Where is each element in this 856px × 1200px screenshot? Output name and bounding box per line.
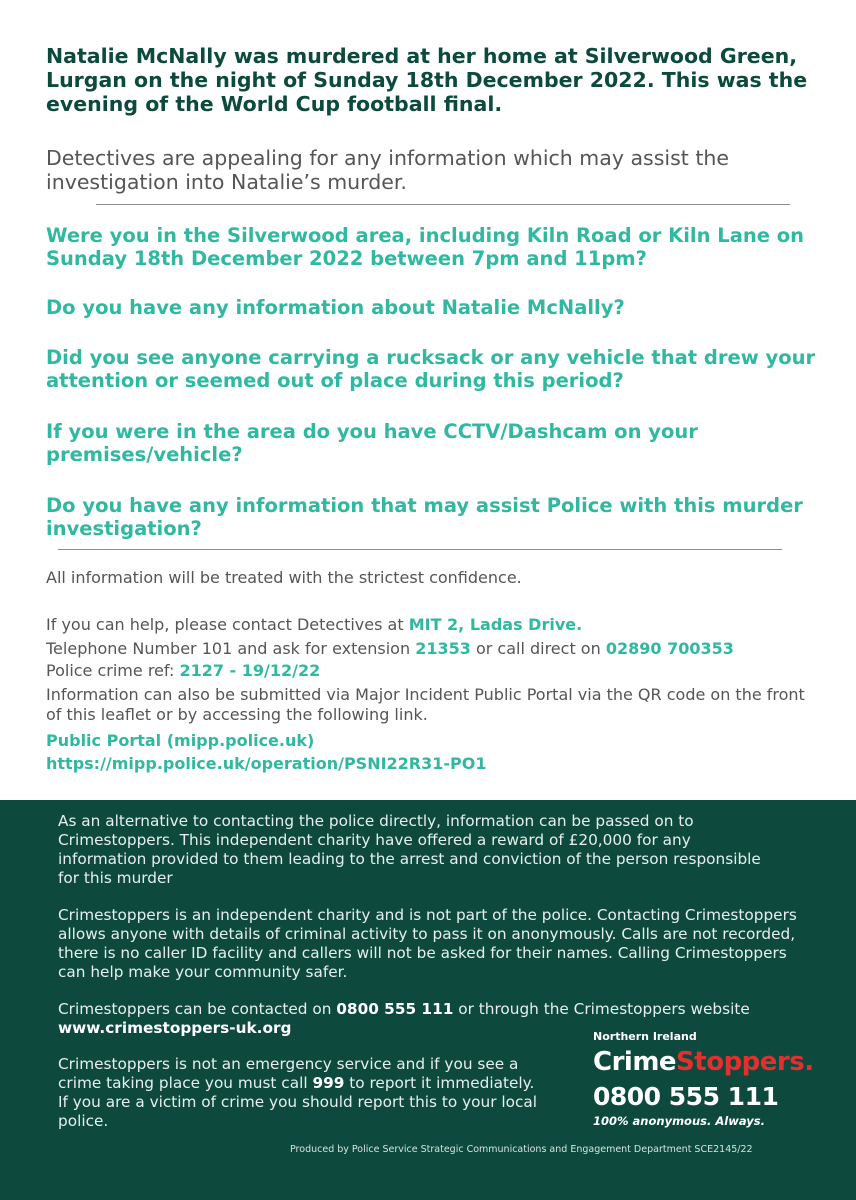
divider-middle	[58, 549, 782, 550]
contact-extension: 21353	[415, 639, 471, 658]
divider-top	[96, 204, 790, 205]
question-1: Were you in the Silverwood area, including Kiln Road or Kiln Lane on Sunday 18th December 2022 between 7pm and 11pm?	[46, 224, 805, 270]
question-2: Do you have any information about Natalie McNally?	[46, 296, 625, 319]
logo-name-crime: Crime	[593, 1047, 677, 1077]
logo-name-stoppers: Stoppers.	[676, 1047, 814, 1077]
crimestoppers-phone: 0800 555 111	[336, 1000, 454, 1018]
footer-credit: Produced by Police Service Strategic Communications and Engagement Department SCE2145/22	[290, 1144, 753, 1155]
crime-ref-label: Police crime ref:	[46, 661, 180, 680]
crimestoppers-para-4-suffix: to report it immediately. If you are a victim of crime you should report this to your local police.	[58, 1074, 538, 1130]
logo-phone: 0800 555 111	[593, 1082, 779, 1111]
logo-region: Northern Ireland	[593, 1030, 697, 1043]
crimestoppers-logo	[593, 1030, 833, 1128]
contact-line-1-text: If you can help, please contact Detectives at	[46, 615, 409, 634]
appeal-text: Detectives are appealing for any information which may assist the investigation into Natalie’s murder.	[46, 146, 729, 194]
question-4: If you were in the area do you have CCTV/Dashcam on your premises/vehicle?	[46, 420, 698, 466]
contact-line-3	[46, 661, 836, 681]
portal-label[interactable]: Public Portal (mipp.police.uk)	[46, 731, 315, 750]
emergency-number: 999	[312, 1074, 345, 1092]
confidence-text: All information will be treated with the strictest confidence.	[46, 568, 522, 587]
crimestoppers-website[interactable]: www.crimestoppers-uk.org	[58, 1019, 292, 1037]
headline: Natalie McNally was murdered at her home at Silverwood Green, Lurgan on the night of Sunday 18th December 2022. This was the evening of the World Cup football final.	[46, 44, 808, 116]
crimestoppers-para-4	[58, 1055, 538, 1131]
portal-link[interactable]: https://mipp.police.uk/operation/PSNI22R31-PO1	[46, 754, 487, 773]
contact-line-2-mid: or call direct on	[470, 639, 606, 658]
contact-line-1	[46, 615, 836, 635]
crimestoppers-para-4-text: Crimestoppers is not an emergency service and if you see a crime taking place you must call	[58, 1055, 519, 1092]
contact-line-2	[46, 639, 836, 659]
crimestoppers-para-3-text: Crimestoppers can be contacted on	[58, 1000, 337, 1018]
logo-name	[593, 1046, 833, 1078]
crime-ref: 2127 - 19/12/22	[179, 661, 321, 680]
crimestoppers-para-2: Crimestoppers is an independent charity and is not part of the police. Contacting Crimestoppers allows anyone with details of criminal activity to pass it on anonymously. Calls are not recorded, there is no caller ID facility and callers will not be asked for their names. Calling Crimestoppers can help make your community safer.	[58, 906, 797, 981]
contact-phone: 02890 700353	[605, 639, 734, 658]
crimestoppers-para-3-mid: or through the Crimestoppers website	[453, 1000, 750, 1018]
logo-tagline: 100% anonymous. Always.	[593, 1114, 765, 1128]
contact-line-2-text: Telephone Number 101 and ask for extension	[46, 639, 416, 658]
question-5: Do you have any information that may assist Police with this murder investigation?	[46, 494, 803, 540]
crimestoppers-para-1: As an alternative to contacting the police directly, information can be passed on to Crimestoppers. This independent charity have offered a reward of £20,000 for any information provided to them leading to the arrest and conviction of the person responsible for this murder	[58, 812, 761, 887]
question-3: Did you see anyone carrying a rucksack or any vehicle that drew your attention or seemed out of place during this period?	[46, 346, 816, 392]
contact-location: MIT 2, Ladas Drive.	[408, 615, 583, 634]
portal-text: Information can also be submitted via Major Incident Public Portal via the QR code on the front of this leaflet or by accessing the following link.	[46, 685, 805, 724]
